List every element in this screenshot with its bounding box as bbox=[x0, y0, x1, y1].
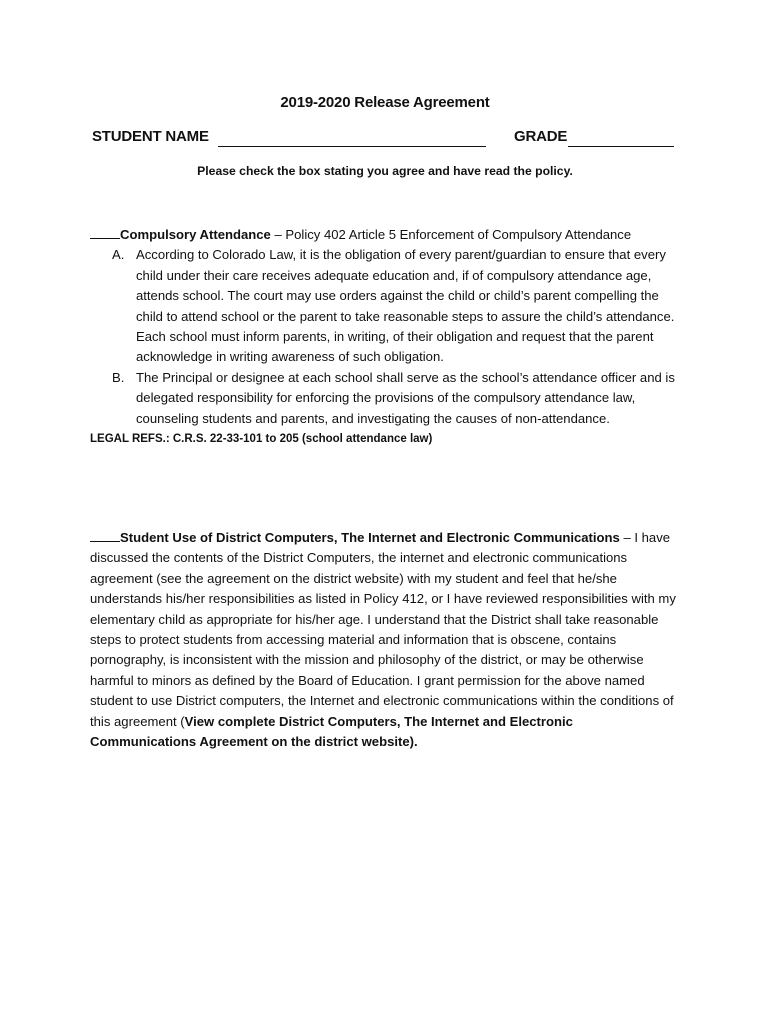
list-item-text: The Principal or designee at each school shall serve as the school’s attendance officer and is delegated responsibility for enforcing the provisions of the compulsory attendance law, counseling students and parents, and investigating the causes of non-attendance. bbox=[136, 369, 675, 426]
instruction-text: Please check the box stating you agree and have read the policy. bbox=[197, 164, 573, 178]
grade-field[interactable] bbox=[568, 146, 674, 147]
computers-section bbox=[90, 528, 678, 752]
computers-heading: Student Use of District Computers, The Internet and Electronic Communications bbox=[120, 530, 620, 545]
document-title: 2019-2020 Release Agreement bbox=[280, 94, 490, 111]
grade-label: GRADE bbox=[514, 128, 568, 145]
list-item bbox=[90, 368, 680, 429]
computers-body: – I have discussed the contents of the District Computers, the internet and electronic communications agreement (see the agreement on the district website) with my student and feel that he/she understands his/her responsibilities as listed in Policy 412, or I have reviewed responsibilities with my elementary child as appropriate for his/her age. I understand that the District shall take reasonable steps to protect students from accessing material and information that is obscene, contains pornography, is inconsistent with the mission and philosophy of the district, or may be otherwise harmful to minors as defined by the Board of Education. I grant permission for the above named student to use District computers, the Internet and electronic communications within the conditions of this agreement ( bbox=[90, 530, 676, 729]
student-name-field[interactable] bbox=[218, 146, 486, 147]
computers-agree-checkbox[interactable] bbox=[90, 528, 120, 542]
student-info-row bbox=[92, 128, 682, 150]
list-marker: A. bbox=[112, 247, 125, 263]
list-item-text: According to Colorado Law, it is the obligation of every parent/guardian to ensure that every child under their care receives adequate education and, if of compulsory attendance age, attends school. The court may use orders against the child or child’s parent compelling the child to attend school or the parent to take reasonable steps to assure the child’s attendance. Each school must inform parents, in writing, of their obligation and request that the parent acknowledge in writing awareness of such obligation. bbox=[136, 247, 675, 365]
compulsory-heading: Compulsory Attendance bbox=[120, 227, 271, 242]
computers-closing: View complete District Computers, The Internet and Electronic Communications Agreement on the district website). bbox=[90, 713, 573, 750]
list-marker: B. bbox=[112, 369, 125, 385]
compulsory-attendance-section bbox=[90, 225, 680, 449]
compulsory-agree-checkbox[interactable] bbox=[90, 225, 120, 239]
list-item bbox=[90, 245, 680, 367]
compulsory-heading-line bbox=[90, 225, 680, 245]
compulsory-heading-rest: – Policy 402 Article 5 Enforcement of Compulsory Attendance bbox=[270, 227, 632, 242]
legal-refs: LEGAL REFS.: C.R.S. 22-33-101 to 205 (school attendance law) bbox=[90, 433, 433, 446]
student-name-label: STUDENT NAME bbox=[92, 128, 209, 145]
